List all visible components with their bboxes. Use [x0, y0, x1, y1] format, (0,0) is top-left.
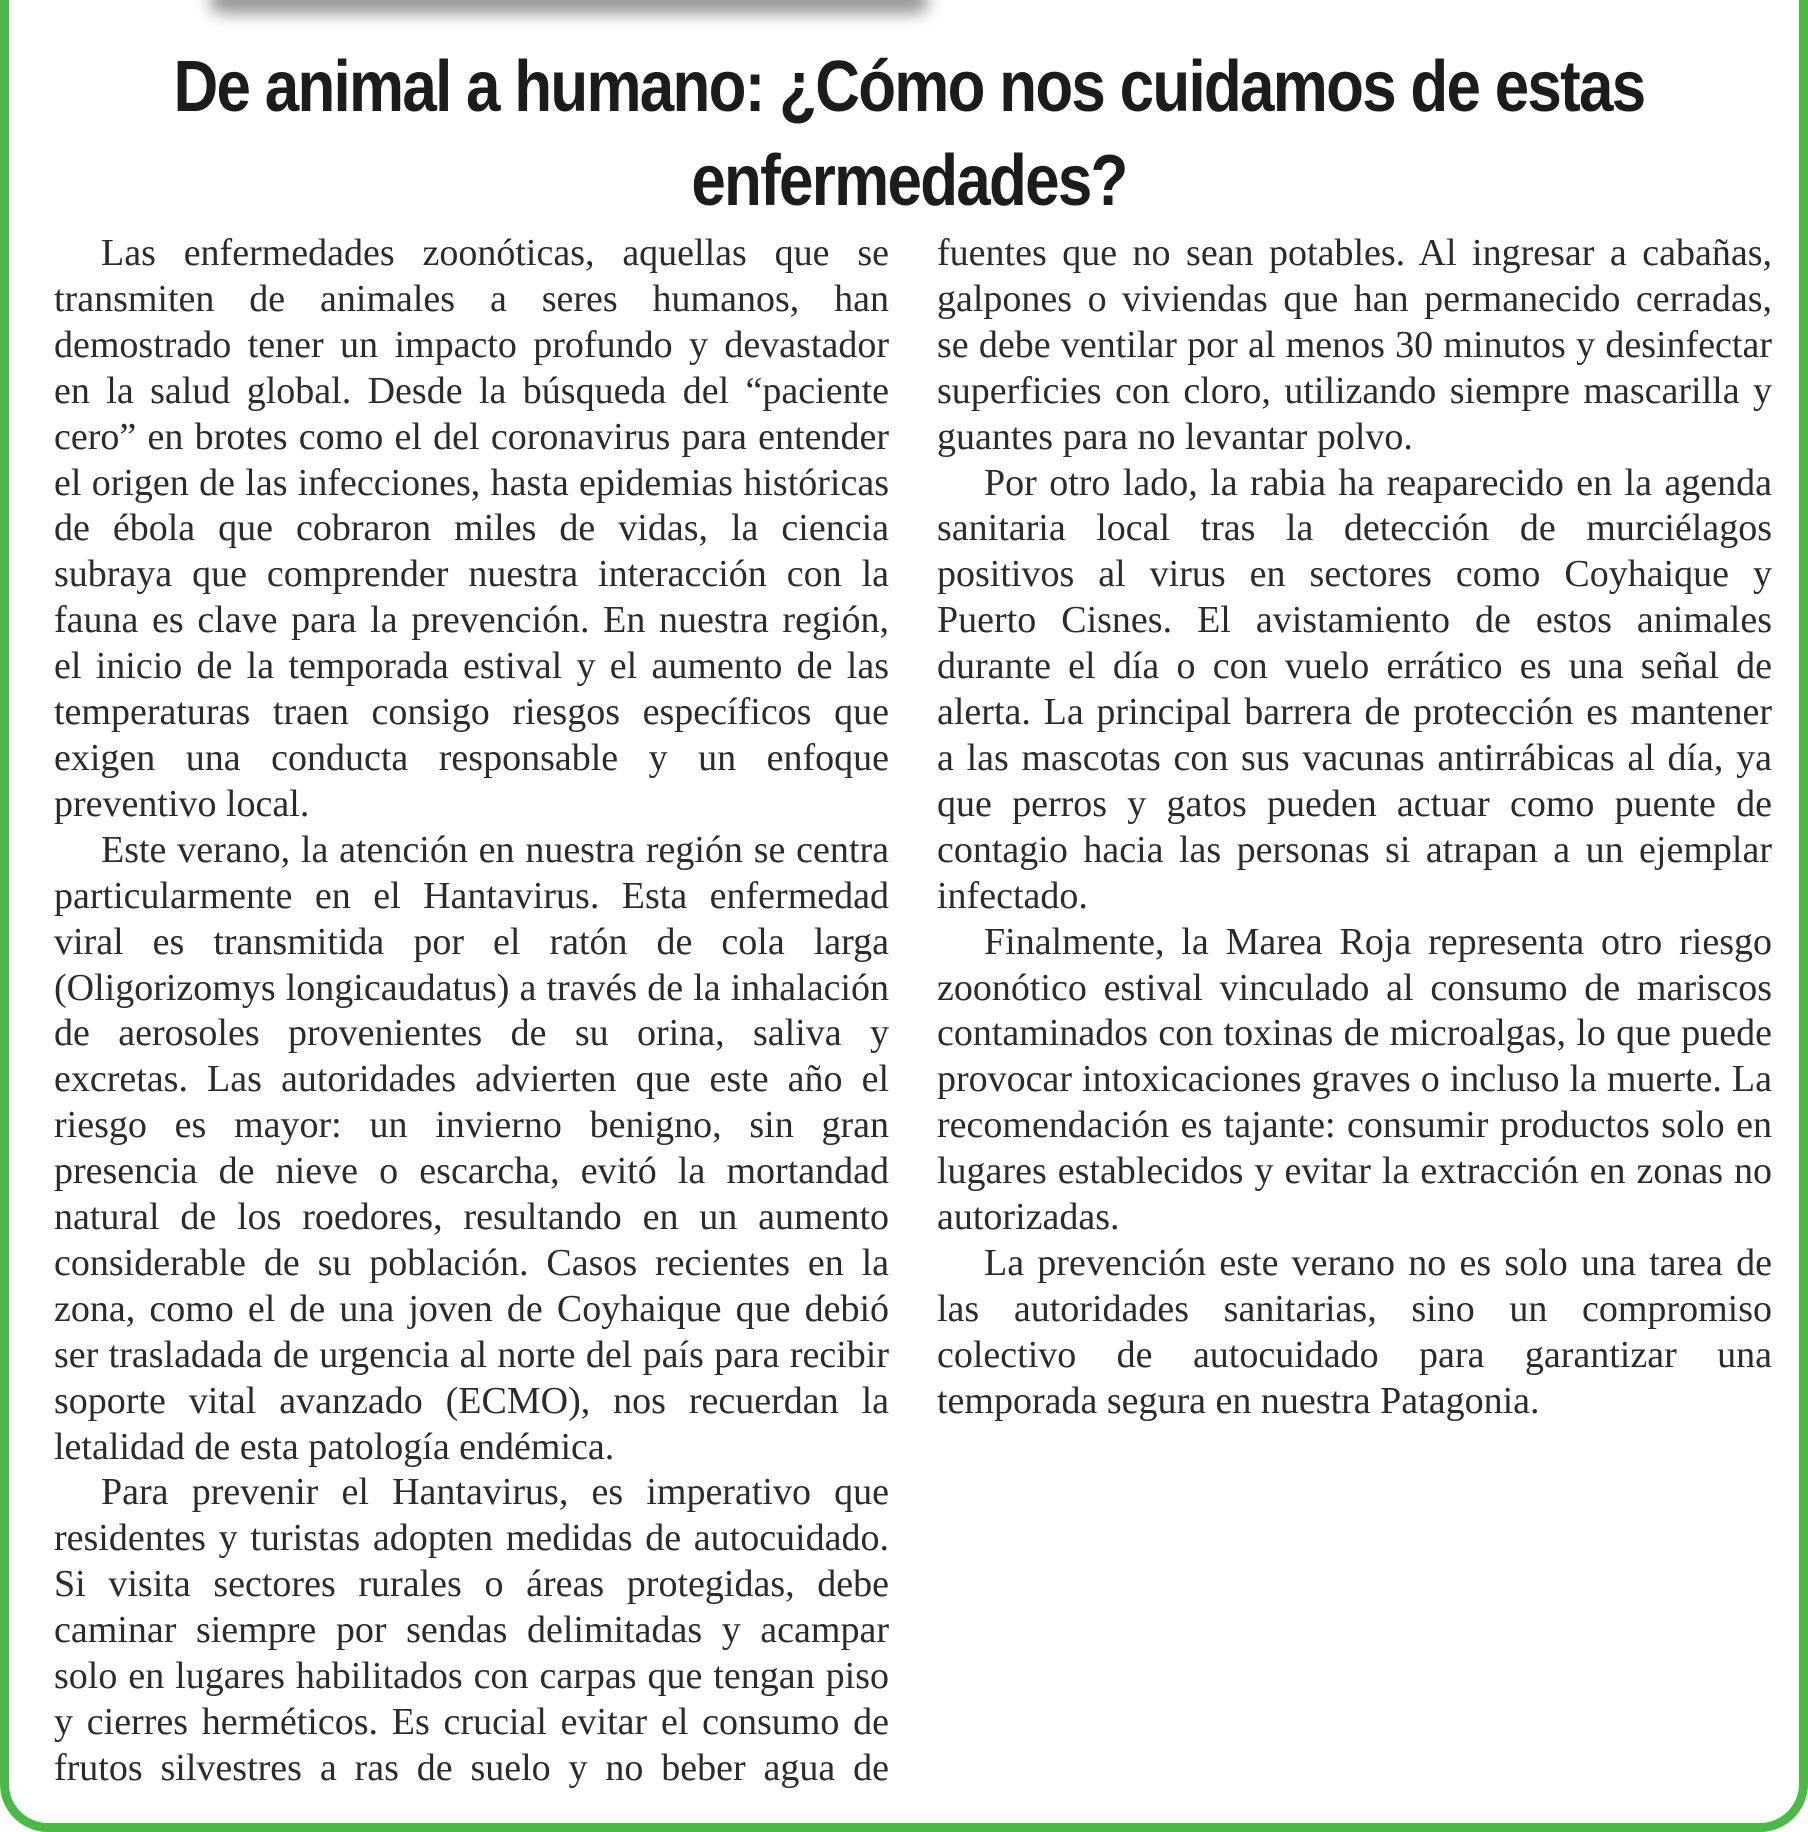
- paragraph-red-tide: Finalmente, la Marea Roja representa otro riesgo zoonótico estival vinculado al consumo de mariscos contaminados con toxinas de microalgas, lo que puede provocar intoxicaciones graves o incluso la muerte. La recomendación es tajante: consumir productos solo en lugares establecidos y evitar la extracción en zonas no autorizadas.: [937, 920, 1772, 1239]
- cropped-header-fragment: [209, 0, 929, 14]
- paragraph-conclusion: La prevención este verano no es solo una tarea de las autoridades sanitarias, sino un compromiso colectivo de autocuidado para garantizar una temporada segura en nuestra Patagonia.: [937, 1241, 1772, 1422]
- article-headline: De animal a humano: ¿Cómo nos cuidamos de estas enfermedades?: [173, 47, 1645, 221]
- paragraph-prevention: Para prevenir el Hantavirus, es imperativo que residentes y turistas adopten medidas de autocuidado. Si visita sectores rurales o áreas protegidas, debe caminar siempre por sendas delimitadas y acampar solo en lugares habilitados con carpas que tengan piso y cierres herméticos. Es crucial evitar el consumo de frutos silvestres a ras de suelo y no beber agua de fuentes que no sean potables. Al ingresar a cabañas, galpones o viviendas que han permanecido cerradas, se debe ventilar por al menos 30 minutos y desinfectar superficies con cloro, utilizando siempre mascarilla y guantes para no levantar polvo.: [54, 232, 1772, 1789]
- paragraph-intro: Las enfermedades zoonóticas, aquellas que se transmiten de animales a seres humanos, han demostrado tener un impacto profundo y devastador en la salud global. Desde la búsqueda del “paciente cero” en brotes como el del coronavirus para entender el origen de las infecciones, hasta epidemias históricas de ébola que cobraron miles de vidas, la ciencia subraya que comprender nuestra interacción con la fauna es clave para la prevención. En nuestra región, el inicio de la temporada estival y el aumento de las temperaturas traen consigo riesgos específicos que exigen una conducta responsable y un enfoque preventivo local.: [54, 232, 889, 825]
- article-body: [54, 231, 1772, 1801]
- paragraph-hantavirus: Este verano, la atención en nuestra región se centra particularmente en el Hantavirus. Esta enfermedad viral es transmitida por el ratón de cola larga (Oligorizomys longicaudatus) a través de la inhalación de aerosoles provenientes de su orina, saliva y excretas. Las autoridades advierten que este año el riesgo es mayor: un invierno benigno, sin gran presencia de nieve o escarcha, evitó la mortandad natural de los roedores, resultando en un aumento considerable de su población. Casos recientes en la zona, como el de una joven de Coyhaique que debió ser trasladada de urgencia al norte del país para recibir soporte vital avanzado (ECMO), nos recuerdan la letalidad de esta patología endémica.: [54, 828, 889, 1468]
- paragraph-rabies: Por otro lado, la rabia ha reaparecido en la agenda sanitaria local tras la detección de murciélagos positivos al virus en sectores como Coyhaique y Puerto Cisnes. El avistamiento de estos animales durante el día o con vuelo errático es una señal de alerta. La principal barrera de protección es mantener a las mascotas con sus vacunas antirrábicas al día, ya que perros y gatos pueden actuar como puente de contagio hacia las personas si atrapan a un ejemplar infectado.: [937, 461, 1772, 917]
